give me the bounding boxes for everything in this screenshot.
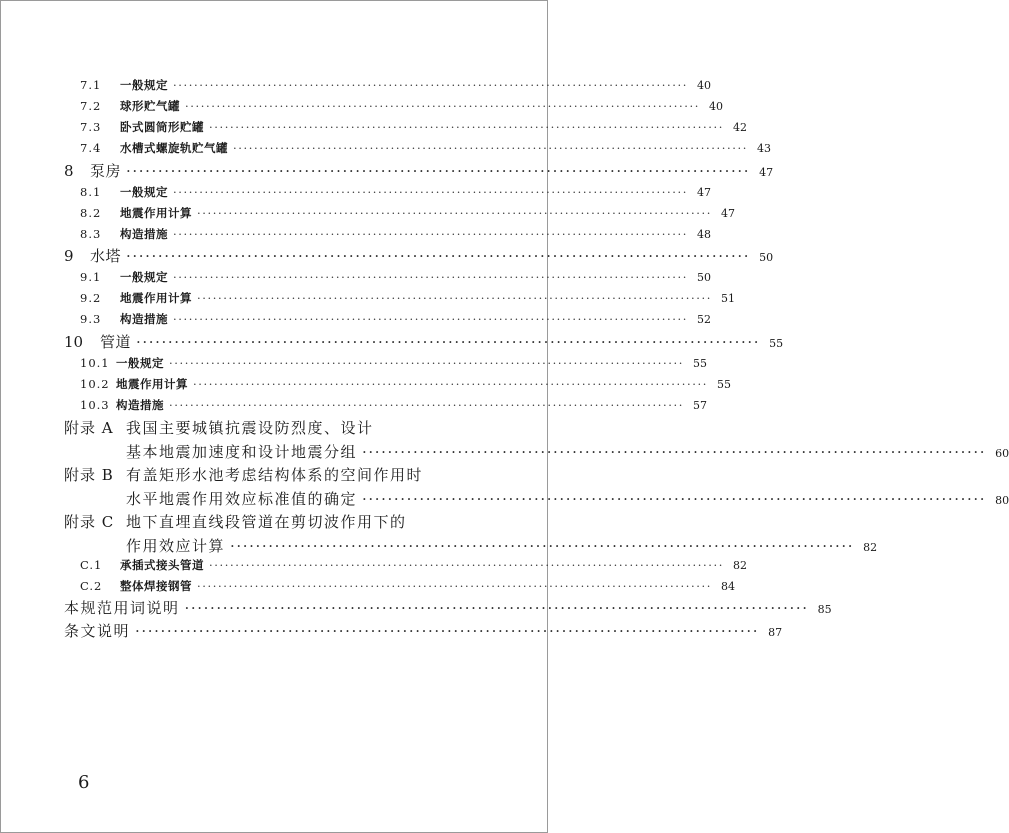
toc-entry-9-2[interactable]	[80, 290, 736, 306]
leader-dots: ··································································································	[362, 490, 987, 508]
section-title: 地震作用计算	[116, 377, 188, 391]
section-number: 10.2	[80, 377, 110, 391]
chapter-title: 泵房	[90, 162, 122, 180]
appendix-title-line1: 我国主要城镇抗震设防烈度、设计	[126, 419, 374, 437]
leader-dots: ··································································································	[136, 333, 761, 351]
page-ref: 42	[733, 121, 748, 134]
chapter-title: 水塔	[90, 247, 122, 265]
section-number: 9.1	[80, 270, 102, 284]
section-number: 10.3	[80, 398, 110, 412]
toc-entry-8-3[interactable]	[80, 226, 712, 242]
toc-entry-10[interactable]	[64, 331, 784, 352]
toc-entry-10-2[interactable]	[80, 376, 732, 392]
toc-entry-7-1[interactable]	[80, 77, 712, 93]
leader-dots: ··································································································	[173, 227, 689, 241]
toc-entry-7-3[interactable]	[80, 119, 748, 135]
toc-entry-8-1[interactable]	[80, 184, 712, 200]
toc-entry-7-4[interactable]	[80, 140, 772, 156]
section-title: 球形贮气罐	[120, 99, 180, 113]
leader-dots: ··································································································	[209, 558, 725, 572]
page-ref: 47	[759, 166, 774, 179]
page-ref: 52	[697, 313, 712, 326]
leader-dots: ··································································································	[193, 377, 709, 391]
leader-dots: ··································································································	[126, 162, 751, 180]
section-number: 8.3	[80, 227, 102, 241]
appendix-label: 附录 C	[64, 513, 115, 531]
page-ref: 84	[721, 580, 736, 593]
section-title: 一般规定	[120, 185, 168, 199]
leader-dots: ··································································································	[173, 78, 689, 92]
leader-dots: ··································································································	[362, 443, 987, 461]
section-title: 整体焊接钢管	[120, 579, 192, 593]
section-number: 8.1	[80, 185, 102, 199]
toc-entry-8[interactable]	[64, 160, 774, 181]
leader-dots: ··································································································	[197, 579, 713, 593]
chapter-title: 管道	[100, 333, 132, 351]
leader-dots: ··································································································	[230, 537, 855, 555]
section-number: 7.4	[80, 141, 102, 155]
appendix-label: 附录 A	[64, 419, 114, 437]
toc-entry-10-3[interactable]	[80, 397, 708, 413]
section-number: 9.3	[80, 312, 102, 326]
appendix-title-line2: 水平地震作用效应标准值的确定	[126, 490, 358, 508]
leader-dots: ··································································································	[135, 622, 760, 640]
appendix-title-line2: 作用效应计算	[126, 537, 226, 555]
leader-dots: ··································································································	[169, 398, 685, 412]
section-title: 一般规定	[120, 270, 168, 284]
page-ref: 80	[995, 494, 1009, 507]
section-number: C.2	[80, 579, 103, 593]
page-ref: 43	[757, 142, 772, 155]
chapter-number: 9	[64, 247, 74, 265]
section-title: 一般规定	[120, 78, 168, 92]
page-ref: 85	[817, 603, 832, 616]
section-number: 7.3	[80, 120, 102, 134]
page-ref: 57	[693, 399, 708, 412]
section-number: 10.1	[80, 356, 110, 370]
chapter-number: 8	[64, 162, 74, 180]
section-title: 水槽式螺旋轨贮气罐	[120, 141, 228, 155]
page-ref: 82	[863, 541, 878, 554]
leader-dots: ··································································································	[233, 141, 749, 155]
page-ref: 47	[697, 186, 712, 199]
leader-dots: ··································································································	[173, 312, 689, 326]
appendix-title-line2: 基本地震加速度和设计地震分组	[126, 443, 358, 461]
page-ref: 40	[709, 100, 724, 113]
toc-entry-9-1[interactable]	[80, 269, 712, 285]
section-number: 8.2	[80, 206, 102, 220]
leader-dots: ··································································································	[197, 291, 713, 305]
page-ref: 50	[759, 251, 774, 264]
appendix-title-line1: 有盖矩形水池考虑结构体系的空间作用时	[126, 466, 424, 484]
toc-entry-explanation[interactable]	[64, 620, 783, 641]
page-ref: 47	[721, 207, 736, 220]
section-title: 卧式圆筒形贮罐	[120, 120, 204, 134]
section-title: 地震作用计算	[120, 206, 192, 220]
page-ref: 55	[717, 378, 732, 391]
page-number: 6	[78, 772, 90, 793]
toc-entry-appendix-a-cont[interactable]	[126, 441, 1009, 462]
toc-entry-9[interactable]	[64, 245, 774, 266]
page-ref: 55	[693, 357, 708, 370]
page-ref: 48	[697, 228, 712, 241]
section-number: 9.2	[80, 291, 102, 305]
entry-title: 本规范用词说明	[64, 599, 180, 617]
leader-dots: ··································································································	[173, 270, 689, 284]
toc-entry-c-1[interactable]	[80, 557, 748, 573]
toc-entry-appendix-a[interactable]	[64, 417, 502, 438]
leader-dots: ··································································································	[126, 247, 751, 265]
entry-title: 条文说明	[64, 622, 131, 640]
toc-entry-10-1[interactable]	[80, 355, 708, 371]
section-title: 构造措施	[116, 398, 164, 412]
section-title: 地震作用计算	[120, 291, 192, 305]
leader-dots: ··································································································	[184, 599, 809, 617]
toc-entry-appendix-b[interactable]	[64, 464, 502, 485]
section-title: 一般规定	[116, 356, 164, 370]
leader-dots: ··································································································	[173, 185, 689, 199]
section-number: C.1	[80, 558, 103, 572]
toc-entry-usage-notes[interactable]	[64, 597, 832, 618]
page-ref: 51	[721, 292, 736, 305]
page-ref: 55	[769, 337, 784, 350]
appendix-label: 附录 B	[64, 466, 114, 484]
toc-entry-appendix-c[interactable]	[64, 511, 502, 532]
toc-entry-appendix-b-cont[interactable]	[126, 488, 1009, 509]
page-ref: 87	[768, 626, 783, 639]
leader-dots: ··································································································	[185, 99, 701, 113]
toc-entry-c-2[interactable]	[80, 578, 736, 594]
section-number: 7.2	[80, 99, 102, 113]
section-title: 构造措施	[120, 312, 168, 326]
page-ref: 60	[995, 447, 1009, 460]
chapter-number: 10	[64, 333, 84, 351]
section-number: 7.1	[80, 78, 102, 92]
leader-dots: ··································································································	[209, 120, 725, 134]
section-title: 承插式接头管道	[120, 558, 204, 572]
toc-entry-9-3[interactable]	[80, 311, 712, 327]
page-ref: 50	[697, 271, 712, 284]
toc-entry-7-2[interactable]	[80, 98, 724, 114]
page-ref: 40	[697, 79, 712, 92]
toc-entry-8-2[interactable]	[80, 205, 736, 221]
leader-dots: ··································································································	[169, 356, 685, 370]
leader-dots: ··································································································	[197, 206, 713, 220]
section-title: 构造措施	[120, 227, 168, 241]
appendix-title-line1: 地下直埋直线段管道在剪切波作用下的	[126, 513, 407, 531]
toc-entry-appendix-c-cont[interactable]	[126, 535, 878, 556]
page-ref: 82	[733, 559, 748, 572]
